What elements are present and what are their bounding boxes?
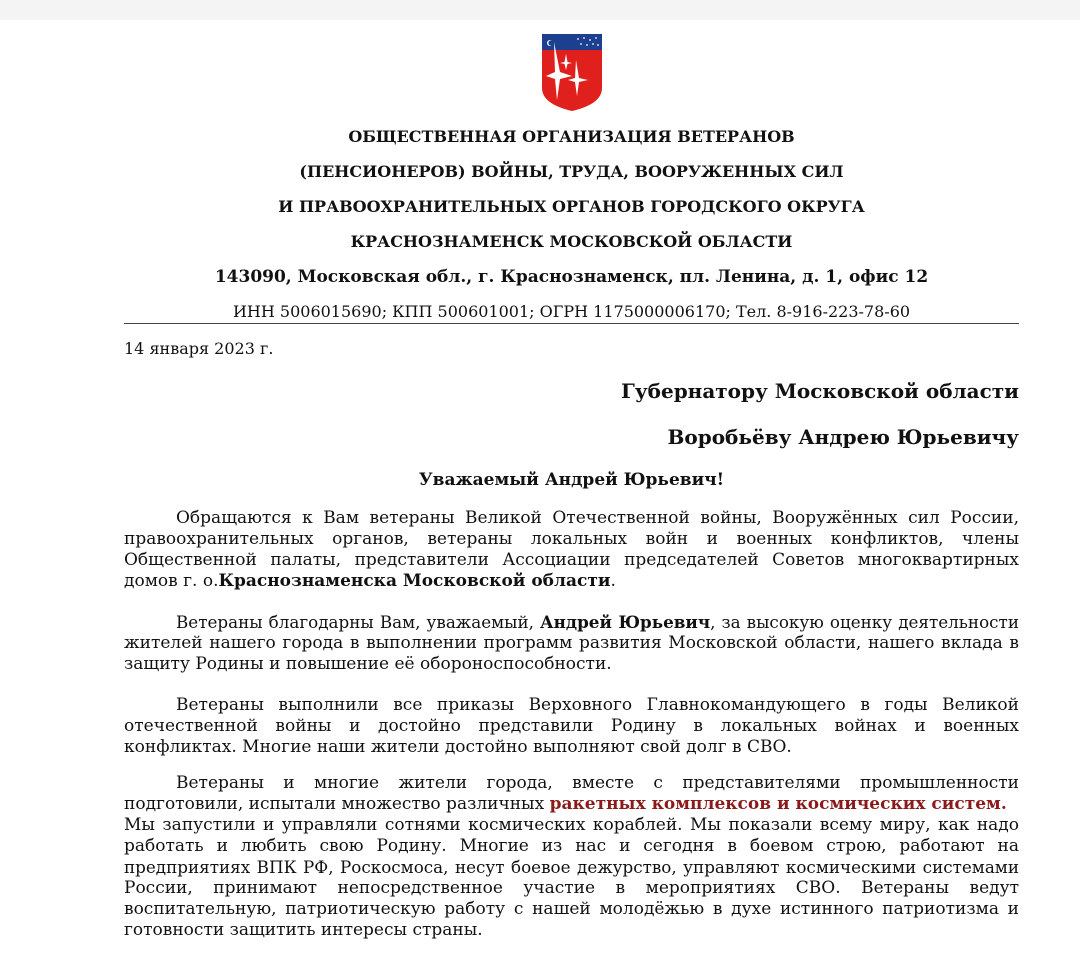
text-run: Ветераны благодарны Вам, уважаемый, [176, 612, 541, 632]
paragraph-line: работать и любить свою Родину. Многие из нас и сегодня в боевом строю, работают на [124, 836, 1019, 856]
paragraph-line: России, принимают непосредственное участие в мероприятиях СВО. Ветераны ведут [124, 878, 1019, 898]
paragraph-line: Общественной палаты, представители Ассоциации председателей Советов многоквартирных [124, 550, 1019, 570]
org-requisites: ИНН 5006015690; КПП 500601001; ОГРН 1175000006170; Тел. 8-916-223-78-60 [232, 302, 911, 321]
paragraph-line: правоохранительных органов, ветераны локальных войн и военных конфликтов, члены [124, 529, 1019, 549]
salutation: Уважаемый Андрей Юрьевич! [418, 470, 725, 490]
text-run: подготовили, испытали множество различных [124, 794, 550, 814]
paragraph-4 [124, 773, 1019, 941]
text-run: . [610, 571, 616, 591]
bold-addressee-name: Андрей Юрьевич [540, 612, 711, 632]
paragraph-line: Обращаются к Вам ветераны Великой Отечественной войны, Вооружённых сил России, [176, 508, 1019, 528]
paragraph-line: Ветераны и многие жители города, вместе с представителями промышленности [176, 773, 1019, 793]
addressee-name: Воробьёву Андрею Юрьевичу [667, 425, 1019, 449]
header-divider [124, 323, 1019, 324]
paragraph-line [124, 794, 1019, 815]
org-address: 143090, Московская обл., г. Краснознаменск, пл. Ленина, д. 1, офис 12 [214, 267, 929, 287]
paragraph-line [124, 612, 1019, 633]
paragraph-2 [124, 612, 1019, 675]
highlighted-phrase: ракетных комплексов и космических систем. [549, 794, 1007, 814]
paragraph-line: Мы запустили и управляли сотнями космических кораблей. Мы показали всему миру, как надо [124, 815, 1019, 835]
paragraph-1 [124, 508, 1019, 592]
page-top-strip [0, 0, 1080, 20]
org-name-line-2: (ПЕНСИОНЕРОВ) ВОЙНЫ, ТРУДА, ВООРУЖЕННЫХ СИЛ [299, 162, 844, 181]
paragraph-line: отечественной войны и достойно представили Родину в локальных войнах и военных [124, 716, 1019, 736]
org-name-line-4: КРАСНОЗНАМЕНСК МОСКОВСКОЙ ОБЛАСТИ [350, 232, 793, 251]
paragraph-line: конфликтах. Многие наши жители достойно выполняют свой долг в СВО. [124, 737, 792, 757]
bold-city-name: Краснознаменска Московской области [218, 571, 611, 591]
addressee-title: Губернатору Московской области [621, 379, 1019, 403]
paragraph-line: Ветераны выполнили все приказы Верховного Главнокомандующего в годы Великой [176, 695, 1019, 715]
paragraph-line: воспитательную, патриотическую работу с нашей молодёжью в духе истинного патриотизма и [124, 899, 1019, 919]
paragraph-line [124, 571, 1019, 592]
text-run: домов г. о. [124, 571, 219, 591]
paragraph-line: жителей нашего города в выполнении программ развития Московской области, нашего вклада в [124, 633, 1019, 653]
letter-date: 14 января 2023 г. [124, 339, 274, 358]
paragraph-line: защиту Родины и повышение её обороноспособности. [124, 654, 612, 674]
text-run: , за высокую оценку деятельности [710, 612, 1019, 632]
org-name-line-3: И ПРАВООХРАНИТЕЛЬНЫХ ОРГАНОВ ГОРОДСКОГО ОКРУГА [278, 197, 865, 216]
paragraph-line: готовности защитить интересы страны. [124, 920, 483, 940]
paragraph-line: предприятиях ВПК РФ, Роскосмоса, несут боевое дежурство, управляют космическими системами [124, 857, 1019, 877]
coat-of-arms-icon [540, 32, 604, 112]
org-name-line-1: ОБЩЕСТВЕННАЯ ОРГАНИЗАЦИЯ ВЕТЕРАНОВ [348, 127, 795, 146]
paragraph-3 [124, 695, 1019, 758]
